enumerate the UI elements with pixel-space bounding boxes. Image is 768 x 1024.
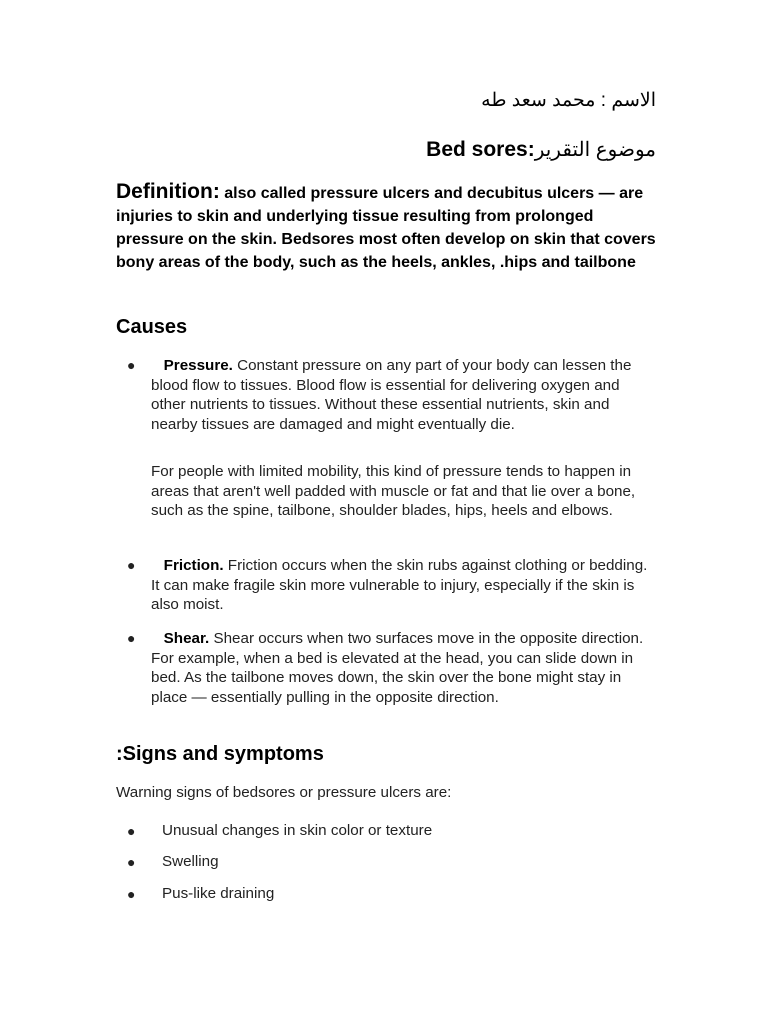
definition-bold-4: Bedsores <box>281 231 355 248</box>
cause-title: Friction. <box>163 557 224 574</box>
definition-text-1: also called <box>219 185 311 202</box>
cause-text <box>151 356 656 434</box>
student-name-line: الاسم : محمد سعد طه <box>481 90 656 111</box>
sign-text: Swelling <box>162 853 219 870</box>
definition-text-4: on the skin. <box>183 231 282 248</box>
definition-label: Definition: <box>116 180 220 203</box>
definition-bold-2: ulcers <box>547 185 595 202</box>
definition-text-3: — are injuries to skin and underlying tissue resulting from prolonged <box>116 185 644 225</box>
definition-paragraph <box>116 180 656 274</box>
cause-title: Shear. <box>163 630 210 647</box>
causes-heading: Causes <box>116 316 188 338</box>
definition-text-2: and decubitus <box>429 185 548 202</box>
definition-bold-3: pressure <box>116 231 184 248</box>
signs-intro: Warning signs of bedsores or pressure ulcers are: <box>116 784 452 801</box>
definition-text-5: most often develop on skin that covers bony areas of the body, such as the heels, ankles, .hips and tailbone <box>116 231 656 271</box>
signs-heading: :Signs and symptoms <box>116 743 324 765</box>
pressure-followup-paragraph: For people with limited mobility, this kind of pressure tends to happen in areas that aren't well padded with muscle or fat and that lie over a bone, such as the spine, tailbone, shoulder blades, hips, heels and elbows. <box>151 463 636 519</box>
bullet-dot: ● <box>127 357 136 373</box>
sign-text: Unusual changes in skin color or texture <box>162 822 433 839</box>
cause-description: Shear occurs when two surfaces move in the opposite direction. For example, when a bed is elevated at the head, you can slide down in bed. As the tailbone moves down, the skin over the bone might stay in place — essentially pulling in the opposite direction. <box>151 630 644 706</box>
bullet-dot: ● <box>127 630 136 646</box>
topic-label: موضوع التقرير <box>534 139 656 161</box>
cause-description: Constant pressure on any part of your body can lessen the blood flow to tissues. Blood flow is essential for delivering oxygen and other nutrients to tissues. Without these essential nutrients, skin and nearby tissues are damaged and might eventually die. <box>151 357 632 433</box>
bullet-dot: ● <box>127 854 136 870</box>
bullet-dot: ● <box>127 823 136 839</box>
cause-text <box>151 629 656 707</box>
report-topic-line <box>116 136 656 164</box>
cause-title: Pressure. <box>163 357 233 374</box>
definition-bold-1: pressure ulcers <box>310 185 430 202</box>
bullet-dot: ● <box>127 886 136 902</box>
bullet-dot: ● <box>127 557 136 573</box>
cause-description: Friction occurs when the skin rubs against clothing or bedding. It can make fragile skin more vulnerable to injury, especially if the skin is also moist. <box>151 557 648 613</box>
cause-text <box>151 556 656 615</box>
sign-text: Pus-like draining <box>162 885 275 902</box>
topic-value: Bed sores: <box>426 138 535 161</box>
